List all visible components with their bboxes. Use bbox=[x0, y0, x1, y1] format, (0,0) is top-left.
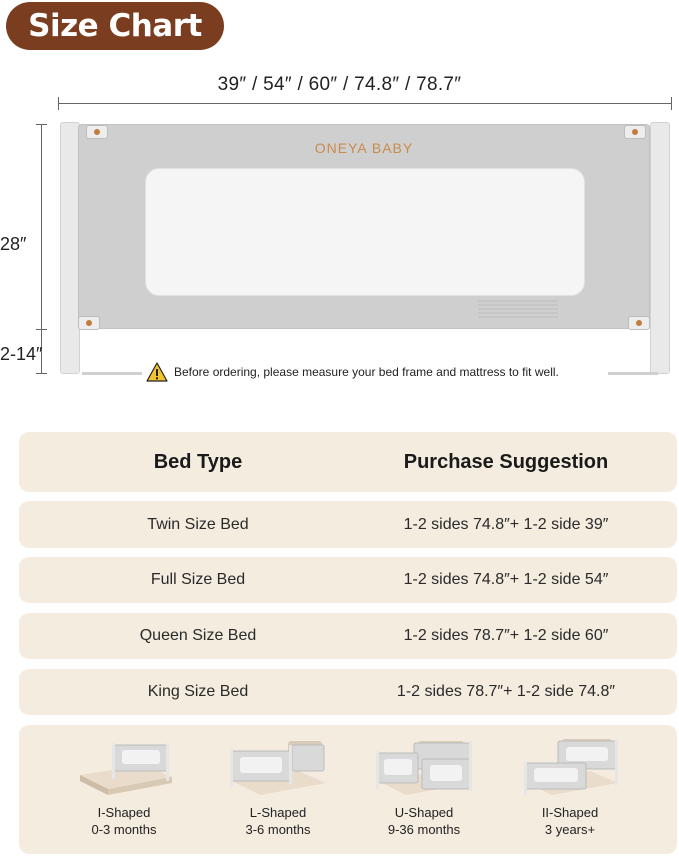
bed-type-cell: King Size Bed bbox=[147, 683, 249, 700]
shape-age: 3-6 months bbox=[245, 822, 311, 837]
suggestion-cell: 1-2 sides 74.8″+ 1-2 side 54″ bbox=[403, 571, 609, 588]
bed-type-cell: Queen Size Bed bbox=[139, 627, 257, 644]
rail-foot-right bbox=[608, 372, 658, 375]
rail-clip-top-left bbox=[86, 125, 108, 139]
ii-shaped-bed-image bbox=[520, 735, 620, 805]
rail-post-left bbox=[60, 122, 80, 374]
rail-clip-bottom-left bbox=[78, 316, 100, 330]
size-chart-title: Size Chart bbox=[6, 2, 224, 50]
table-header-row bbox=[19, 432, 677, 492]
bed-type-cell: Twin Size Bed bbox=[147, 515, 249, 533]
width-dimension-tick-right bbox=[671, 97, 672, 110]
shape-name: L-Shaped bbox=[249, 805, 307, 820]
width-dimension-tick-left bbox=[58, 97, 59, 110]
shape-u-shaped bbox=[359, 725, 489, 854]
shape-l-shaped bbox=[213, 725, 343, 854]
width-dimension-line bbox=[58, 103, 672, 104]
header-bed-type: Bed Type bbox=[153, 450, 243, 473]
u-shaped-bed-image bbox=[374, 735, 474, 805]
height-dimension-tick-top bbox=[36, 124, 47, 125]
rail-brand-text: ONEYA BABY bbox=[314, 140, 414, 156]
table-row bbox=[19, 501, 677, 548]
table-row bbox=[19, 613, 677, 659]
shape-age: 0-3 months bbox=[91, 822, 157, 837]
suggestion-cell: 1-2 sides 78.7″+ 1-2 side 60″ bbox=[403, 627, 609, 644]
header-purchase-suggestion: Purchase Suggestion bbox=[403, 450, 609, 473]
suggestion-cell: 1-2 sides 78.7″+ 1-2 side 74.8″ bbox=[396, 683, 616, 700]
height-label: 28″ bbox=[0, 234, 27, 254]
suggestion-cell: 1-2 sides 74.8″+ 1-2 side 39″ bbox=[403, 515, 609, 533]
table-row bbox=[19, 557, 677, 603]
rail-clip-bottom-right bbox=[628, 316, 650, 330]
rail-clip-top-right bbox=[624, 125, 646, 139]
warning-icon bbox=[146, 362, 168, 382]
i-shaped-bed-image bbox=[74, 735, 174, 805]
gap-label: 2-14″ bbox=[0, 344, 43, 364]
shape-name: II-Shaped bbox=[541, 805, 599, 820]
shape-i-shaped bbox=[59, 725, 189, 854]
height-dimension-line bbox=[41, 124, 42, 330]
bed-rail-image bbox=[78, 124, 650, 329]
shape-age: 9-36 months bbox=[387, 822, 461, 837]
notice-text: Before ordering, please measure your bed frame and mattress to fit well. bbox=[174, 365, 559, 379]
gap-dimension-tick-bottom bbox=[36, 373, 47, 374]
rail-post-right bbox=[650, 122, 670, 374]
shape-name: I-Shaped bbox=[97, 805, 151, 820]
measure-notice bbox=[146, 360, 559, 384]
table-row bbox=[19, 669, 677, 715]
bed-type-cell: Full Size Bed bbox=[150, 571, 246, 588]
rail-foot-left bbox=[82, 372, 142, 375]
width-options-label: 39″ / 54″ / 60″ / 74.8″ / 78.7″ bbox=[217, 74, 462, 95]
shape-age: 3 years+ bbox=[544, 822, 596, 837]
l-shaped-bed-image bbox=[228, 735, 328, 805]
shape-name: U-Shaped bbox=[394, 805, 454, 820]
rail-label-tag bbox=[478, 300, 558, 318]
rail-mesh-window bbox=[145, 168, 585, 296]
shape-ii-shaped bbox=[505, 725, 635, 854]
shapes-panel bbox=[19, 725, 677, 854]
